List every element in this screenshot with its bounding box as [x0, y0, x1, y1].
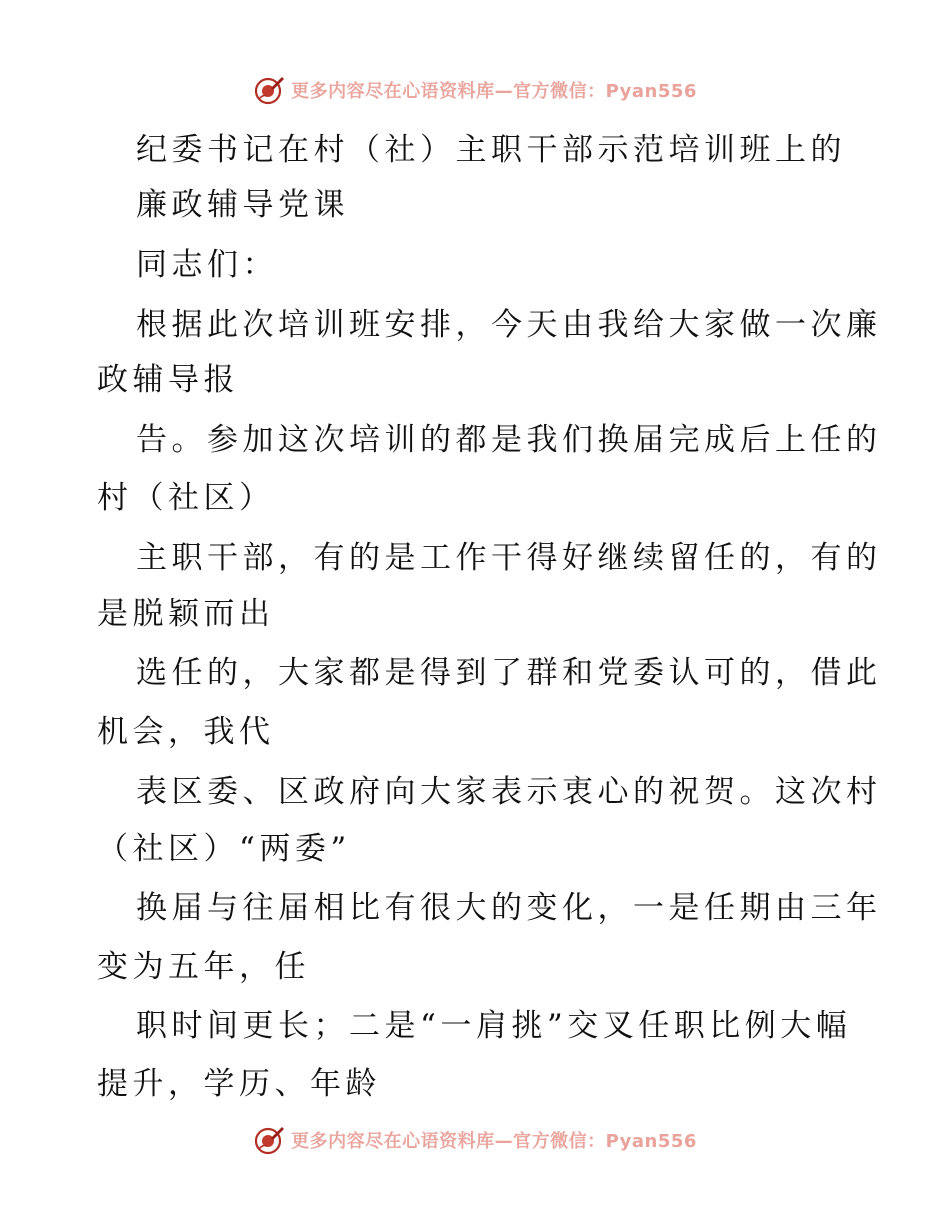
body-line: （社区）“两委”: [97, 831, 351, 867]
title-line-1: 纪委书记在村（社）主职干部示范培训班上的: [136, 132, 846, 168]
body-line: 政辅导报: [97, 362, 239, 398]
footer-watermark: [0, 1122, 950, 1158]
salutation: 同志们：: [136, 247, 278, 283]
brush-seal-icon: [253, 74, 285, 106]
body-line: 机会，我代: [97, 714, 275, 750]
body-line: 选任的，大家都是得到了群和党委认可的，借此: [136, 655, 882, 691]
watermark-text: 更多内容尽在心语资料库—官方微信：Pyan556: [291, 1131, 697, 1152]
body-line: 村（社区）: [97, 480, 275, 516]
body-line: 换届与往届相比有很大的变化，一是任期由三年: [136, 890, 882, 926]
body-line: 表区委、区政府向大家表示衷心的祝贺。这次村: [136, 774, 882, 810]
brush-seal-icon: [253, 1124, 285, 1156]
body-line: 是脱颖而出: [97, 596, 275, 632]
body-line: 根据此次培训班安排，今天由我给大家做一次廉: [136, 307, 882, 343]
title-line-2: 廉政辅导党课: [136, 187, 349, 223]
body-line: 主职干部，有的是工作干得好继续留任的，有的: [136, 540, 882, 576]
body-line: 提升，学历、年龄: [97, 1066, 381, 1102]
body-line: 职时间更长；二是“一肩挑”交叉任职比例大幅: [136, 1008, 852, 1044]
body-line: 告。参加这次培训的都是我们换届完成后上任的: [136, 422, 882, 458]
body-line: 变为五年，任: [97, 949, 310, 985]
header-watermark: [0, 72, 950, 108]
watermark-text: 更多内容尽在心语资料库—官方微信：Pyan556: [291, 81, 697, 102]
